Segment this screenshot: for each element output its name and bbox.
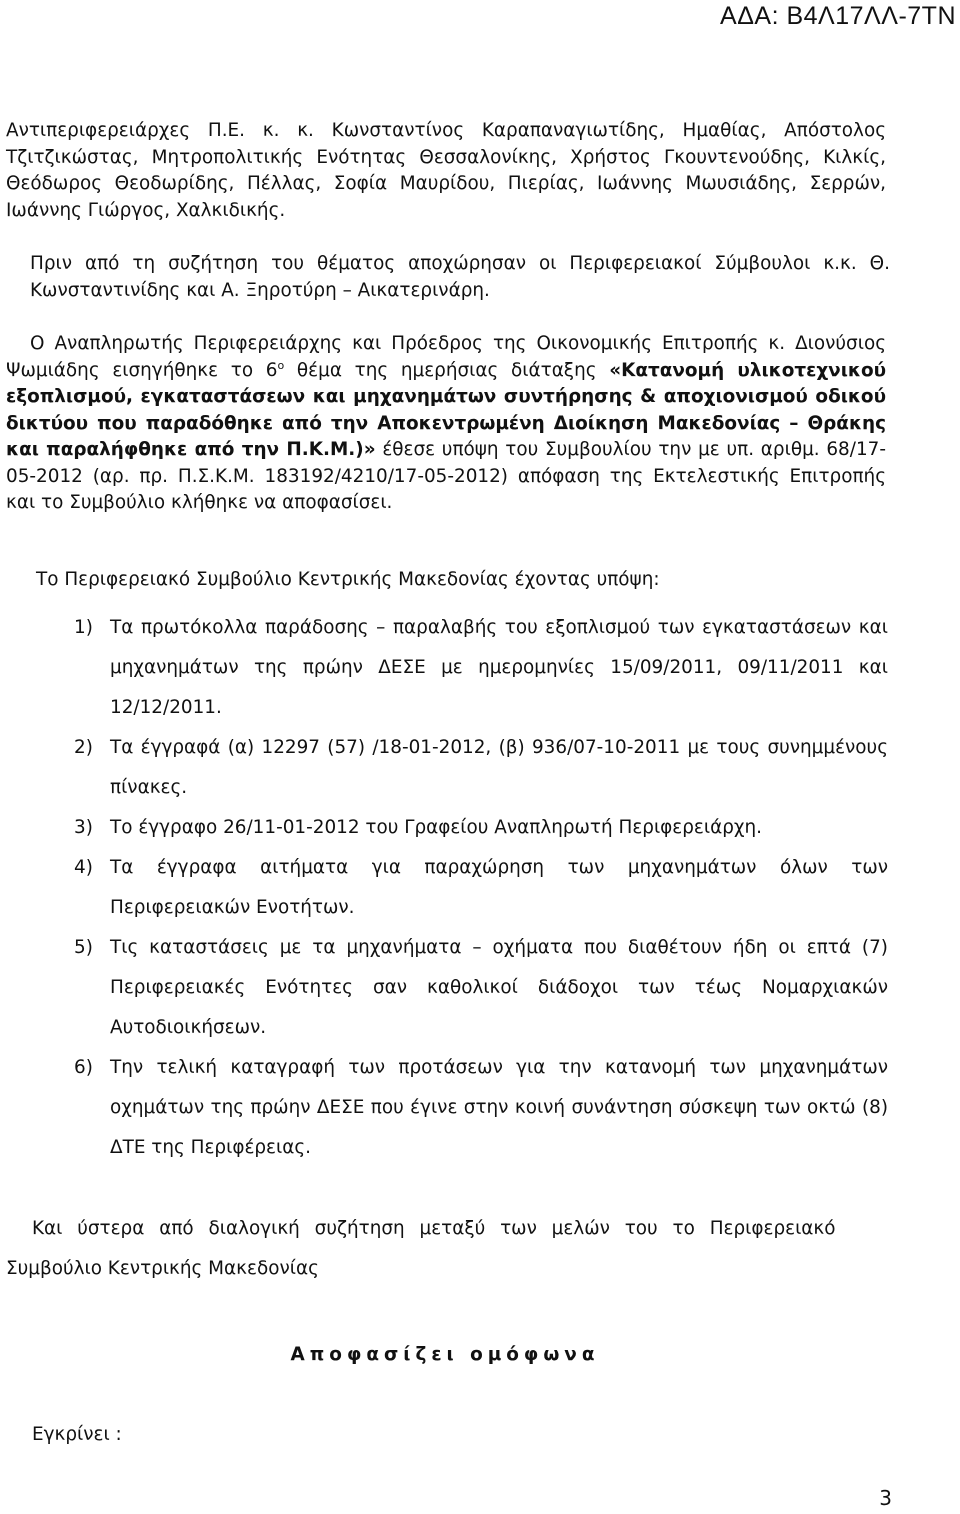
item-number: 3) (74, 817, 93, 838)
item-number: 5) (74, 937, 93, 958)
proposal-start: Ο Αναπληρωτής Περιφερειάρχης και Πρόεδρος της Οικονομικής Επιτροπής κ. Διονύσιος Ψωμιάδης εισηγήθηκε το 6 (6, 333, 886, 381)
list-item (66, 608, 888, 728)
ada-code: ΑΔΑ: Β4Λ17ΛΛ-7ΤΝ (720, 2, 956, 30)
list-item (66, 728, 888, 808)
closing-line-2: Συμβούλιο Κεντρικής Μακεδονίας (6, 1258, 319, 1279)
item-number: 4) (74, 857, 93, 878)
closing-paragraph (6, 1209, 896, 1289)
list-item (66, 1048, 888, 1168)
closing-line-1: Και ύστερα από διαλογική συζήτηση μεταξύ των μελών του το Περιφερειακό (32, 1218, 836, 1239)
considerations-list (66, 608, 888, 1168)
item-text: Τα έγγραφα αιτήματα για παραχώρηση των μηχανημάτων όλων των Περιφερειακών Ενοτήτων. (110, 857, 888, 918)
withdrew-paragraph: Πριν από τη συζήτηση του θέματος αποχώρησαν οι Περιφερειακοί Σύμβουλοι κ.κ. Θ. Κωνσταντινίδης και Α. Ξηροτύρη – Αικατερινάρη. (30, 253, 890, 301)
ordinal-superscript: ο (277, 358, 285, 372)
proposal-subject: «Κατανομή υλικοτεχνικού εξοπλισμού, εγκαταστάσεων και μηχανημάτων συντήρησης & αποχιονισμού οδικού δικτύου που παραδόθηκε από την Αποκεντρωμένη Διοίκηση Μακεδονίας – Θράκης και παραλήφθηκε από την Π.Κ.Μ.)» (6, 359, 886, 460)
considerations-intro: Το Περιφερειακό Συμβούλιο Κεντρικής Μακεδονίας έχοντας υπόψη: (36, 569, 660, 590)
item-text: Το έγγραφο 26/11-01-2012 του Γραφείου Αναπληρωτή Περιφερειάρχη. (110, 817, 763, 838)
list-item (66, 808, 888, 848)
item-text: Την τελική καταγραφή των προτάσεων για την κατανομή των μηχανημάτων οχημάτων της πρώην ΔΕΣΕ που έγινε στην κοινή συνάντηση σύσκεψη των οκτώ (8) ΔΤΕ της Περιφέρειας. (110, 1057, 888, 1158)
attendees-paragraph: Αντιπεριφερειάρχες Π.Ε. κ. κ. Κωνσταντίνος Καραπαναγιωτίδης, Ημαθίας, Απόστολος Τζιτζικώστας, Μητροπολιτικής Ενότητας Θεσσαλονίκης, Χρήστος Γκουντενούδης, Κιλκίς, Θεόδωρος Θεοδωρίδης, Πέλλας, Σοφία Μαυρίδου, Πιερίας, Ιωάννης Μωυσιάδης, Σερρών, Ιωάννης Γιώργος, Χαλκιδικής. (6, 120, 886, 221)
proposal-end: έθεσε υπόψη του Συμβουλίου την με υπ. αριθμ. 68/17-05-2012 (αρ. πρ. Π.Σ.Κ.Μ. 183192/4210/17-05-2012) απόφαση της Εκτελεστικής Επιτροπής και το Συμβούλιο κλήθηκε να αποφασίσει. (6, 439, 886, 513)
item-text: Τις καταστάσεις με τα μηχανήματα – οχήματα που διαθέτουν ήδη οι επτά (7) Περιφερειακές Ενότητες σαν καθολικοί διάδοχοι των τέως Νομαρχιακών Αυτοδιοικήσεων. (110, 937, 888, 1038)
decision-heading: Αποφασίζει ομόφωνα (290, 1344, 600, 1365)
item-text: Τα πρωτόκολλα παράδοσης – παραλαβής του εξοπλισμού των εγκαταστάσεων και μηχανημάτων της πρώην ΔΕΣΕ με ημερομηνίες 15/09/2011, 09/11/2011 και 12/12/2011. (110, 617, 888, 718)
list-item (66, 848, 888, 928)
proposal-mid: θέμα της ημερήσιας διάταξης (284, 359, 610, 381)
item-number: 1) (74, 617, 93, 638)
item-number: 2) (74, 737, 93, 758)
item-number: 6) (74, 1057, 93, 1078)
approves-label: Εγκρίνει : (32, 1424, 122, 1445)
page-number: 3 (879, 1486, 892, 1510)
item-text: Τα έγγραφά (α) 12297 (57) /18-01-2012, (β) 936/07-10-2011 με τους συνημμένους πίνακες. (110, 737, 888, 798)
list-item (66, 928, 888, 1048)
proposal-paragraph (6, 331, 886, 517)
